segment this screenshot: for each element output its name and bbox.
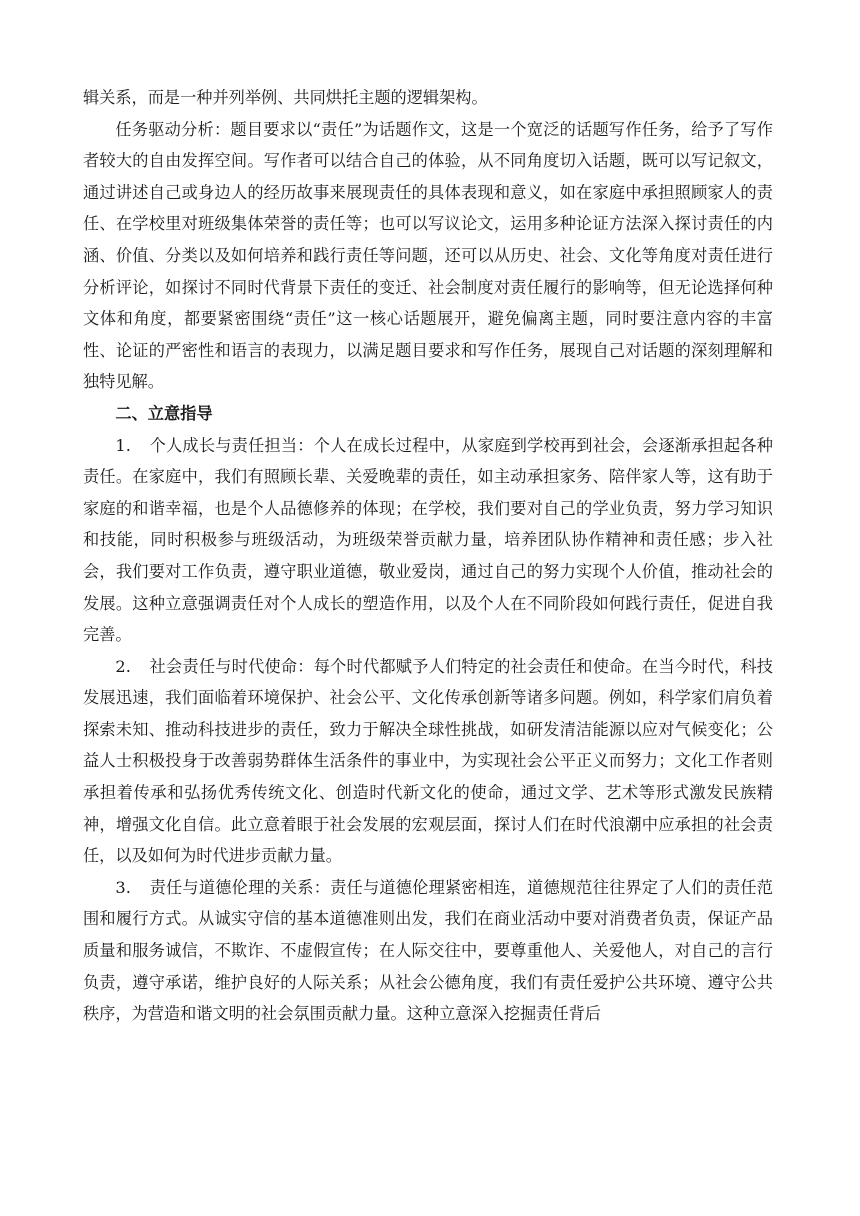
list-item — [83, 872, 773, 1030]
list-item — [83, 430, 773, 651]
section-heading: 二、立意指导 — [115, 403, 213, 423]
paragraph-task-analysis: 任务驱动分析：题目要求以“责任”为话题作文，这是一个宽泛的话题写作任务，给予了写作者较大的自由发挥空间。写作者可以结合自己的体验，从不同角度切入话题，既可以写记叙文，通过讲述自己或身边人的经历故事来展现责任的具体表现和意义，如在家庭中承担照顾家人的责任、在学校里对班级集体荣誉的责任等；也可以写议论文，运用多种论证方法深入探讨责任的内涵、价值、分类以及如何培养和践行责任等问题，还可以从历史、社会、文化等角度对责任进行分析评论，如探讨不同时代背景下责任的变迁、社会制度对责任履行的影响等，但无论选择何种文体和角度，都要紧密围绕“责任”这一核心话题展开，避免偏离主题，同时要注意内容的丰富性、论证的严密性和语言的表现力，以满足题目要求和写作任务，展现自己对话题的深刻理解和独特见解。 — [83, 119, 773, 392]
item-number: 2. — [115, 656, 131, 676]
item-number: 3. — [115, 877, 131, 897]
item-text: 社会责任与时代使命：每个时代都赋予人们特定的社会责任和使命。在当今时代，科技发展迅速，我们面临着环境保护、社会公平、文化传承创新等诸多问题。例如，科学家们肩负着探索未知、推动科技进步的责任，致力于解决全球性挑战，如研发清洁能源以应对气候变化；公益人士积极投身于改善弱势群体生活条件的事业中，为实现社会公平正义而努力；文化工作者则承担着传承和弘扬优秀传统文化、创造时代新文化的使命，通过文学、艺术等形式激发民族精神，增强文化自信。此立意着眼于社会发展的宏观层面，探讨人们在时代浪潮中应承担的社会责任，以及如何为时代进步贡献力量。 — [83, 656, 773, 866]
item-text: 责任与道德伦理的关系：责任与道德伦理紧密相连，道德规范往往界定了人们的责任范围和履行方式。从诚实守信的基本道德准则出发，我们在商业活动中要对消费者负责，保证产品质量和服务诚信，不欺诈、不虚假宣传；在人际交往中，要尊重他人、关爱他人，对自己的言行负责，遵守承诺，维护良好的人际关系；从社会公德角度，我们有责任爱护公共环境、遵守公共秩序，为营造和谐文明的社会氛围贡献力量。这种立意深入挖掘责任背后 — [83, 877, 773, 1024]
list-item — [83, 651, 773, 872]
document-body — [83, 82, 773, 1030]
paragraph-continuation: 辑关系，而是一种并列举例、共同烘托主题的逻辑架构。 — [83, 88, 488, 107]
item-number: 1. — [115, 435, 131, 455]
item-text: 个人成长与责任担当：个人在成长过程中，从家庭到学校再到社会，会逐渐承担起各种责任。在家庭中，我们有照顾长辈、关爱晚辈的责任，如主动承担家务、陪伴家人等，这有助于家庭的和谐幸福，也是个人品德修养的体现；在学校，我们要对自己的学业负责，努力学习知识和技能，同时积极参与班级活动，为班级荣誉贡献力量，培养团队协作精神和责任感；步入社会，我们要对工作负责，遵守职业道德，敬业爱岗，通过自己的努力实现个人价值，推动社会的发展。这种立意强调责任对个人成长的塑造作用，以及个人在不同阶段如何践行责任，促进自我完善。 — [83, 435, 773, 645]
